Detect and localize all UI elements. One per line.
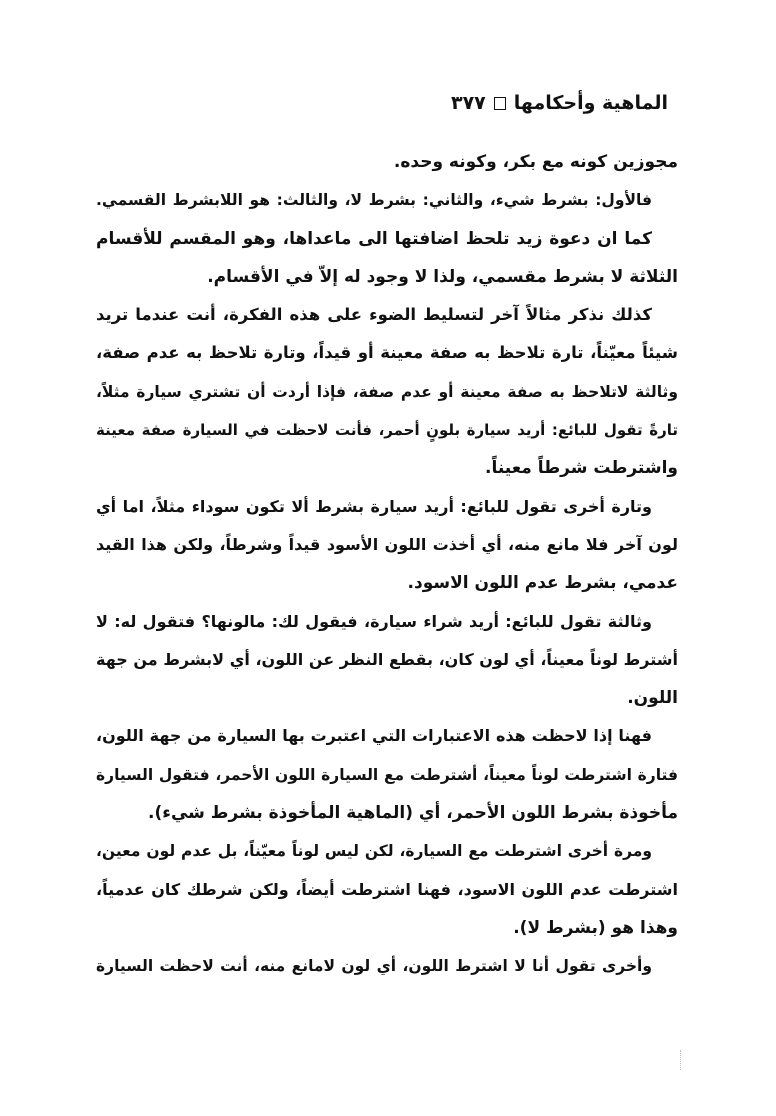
text-line: اشترطت عدم اللون الاسود، فهنا اشترطت أيضاً، ولكن شرطك كان عدمياً، [96,879,678,899]
text-line: وهذا هو (بشرط لا). [513,917,678,938]
paragraph [96,947,678,985]
text-line: فهنا إذا لاحظت هذه الاعتبارات التي اعتبرت بها السيارة من جهة اللون، [96,726,652,746]
text-line: لون آخر فلا مانع منه، أي أخذت اللون الأسود قيداً وشرطاً، ولكن هذا القيد [96,534,678,554]
text-line: شيئاً معيّناً، تارة تلاحظ به صفة معينة أو قيداً، وتارة تلاحظ به عدم صفة، [96,343,678,363]
paragraph [96,181,678,219]
paragraph [96,832,678,947]
text-line: فتارة اشترطت لوناً معيناً، أشترطت مع السيارة اللون الأحمر، فتقول السيارة [96,765,678,784]
text-line: واشترطت شرطاً معيناً. [484,458,678,479]
text-line: اللون. [627,688,678,709]
text-line: عدمي، بشرط عدم اللون الاسود. [407,573,678,594]
text-line: تارةً تقول للبائع: أريد سيارة بلونٍ أحمر، فأنت لاحظت في السيارة صفة معينة [96,421,678,440]
text-line: وثالثة تقول للبائع: أريد شراء سيارة، فيقول لك: مالونها؟ فتقول له: لا [96,611,652,631]
scan-speckle [680,1050,684,1070]
paragraph [96,717,678,832]
text-line: وأخرى تقول أنا لا اشترط اللون، أي لون لامانع منه، أنت لاحظت السيارة [96,957,652,976]
text-line: فالأول: بشرط شيء، والثاني: بشرط لا، والثالث: هو اللابشرط القسمي. [96,191,652,210]
text-line: وثالثة لاتلاحظ به صفة معينة أو عدم صفة، فإذا أردت أن تشتري سيارة مثلاً، [96,382,678,401]
text-line: أشترط لوناً معيناً، أي لون كان، بقطع النظر عن اللون، أي لابشرط من جهة [96,649,678,669]
text-line: الثلاثة لا بشرط مقسمي، ولذا لا وجود له إلاّ في الأقسام. [207,266,678,287]
separator-square-icon [494,97,506,110]
page-number: ٣٧٧ [450,92,486,114]
paragraph [96,143,678,181]
text-line: ومرة أخرى اشترطت مع السيارة، لكن ليس لوناً معيّناً، بل عدم لون معين، [96,842,652,861]
header-title: الماهية وأحكامها [513,92,668,114]
running-header [451,92,668,114]
body-text [96,143,678,986]
paragraph [96,296,678,487]
text-line: وتارة أخرى تقول للبائع: أريد سيارة بشرط ألا تكون سوداء مثلاً، اما أي [96,496,652,516]
text-line: مجوزين كونه مع بكر، وكونه وحده. [393,152,678,172]
text-line: كذلك نذكر مثالاً آخر لتسليط الضوء على هذه الفكرة، أنت عندما تريد [96,305,652,325]
text-line: مأخوذة بشرط اللون الأحمر، أي (الماهية المأخوذة بشرط شيء). [148,803,678,824]
paragraph [96,488,678,603]
text-line: كما ان دعوة زيد تلحظ اضافتها الى ماعداها، وهو المقسم للأقسام [96,228,652,249]
paragraph [96,603,678,718]
paragraph [96,220,678,297]
